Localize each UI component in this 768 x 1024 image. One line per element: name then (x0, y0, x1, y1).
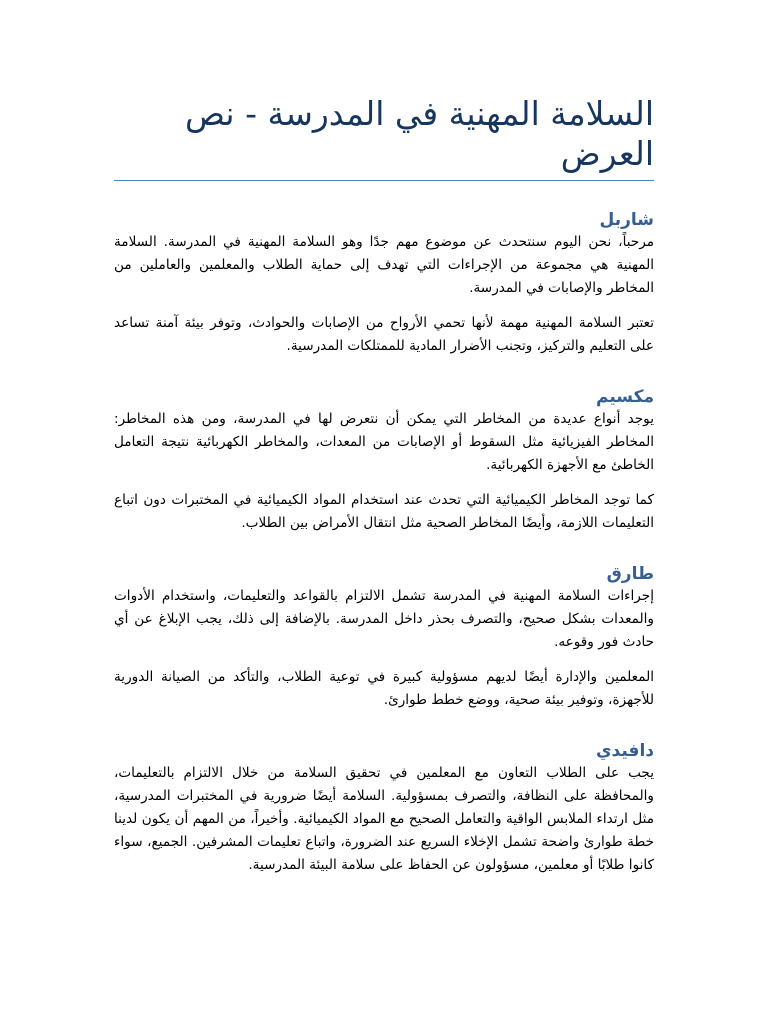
document-title: السلامة المهنية في المدرسة - نص العرض (114, 94, 654, 181)
speaker-heading: مكسيم (596, 387, 654, 407)
speaker-heading: طارق (606, 564, 654, 584)
speaker-section-davide (114, 740, 654, 877)
paragraph: مرحباً، نحن اليوم سنتحدث عن موضوع مهم جدًا وهو السلامة المهنية في المدرسة. السلامة المهنية هي مجموعة من الإجراءات التي تهدف إلى حماية الطلاب والمعلمين والعاملين من المخاطر والإصابات في المدرسة. (114, 234, 654, 296)
speaker-heading: شاربل (599, 210, 654, 230)
paragraph: يجب على الطلاب التعاون مع المعلمين في تحقيق السلامة من خلال الالتزام بالتعليمات، والمحافظة على النظافة، والتصرف بمسؤولية. السلامة أيضًا ضرورية في المختبرات المدرسية، مثل ارتداء الملابس الواقية والتعامل الصحيح مع المواد الكيميائية. وأخيراً، من المهم أن يكون لدينا خطة طوارئ واضحة تشمل الإخلاء السريع عند الضرورة، واتباع تعليمات المشرفين. الجميع، سواء كانوا طلابًا أو معلمين، مسؤولون عن الحفاظ على سلامة البيئة المدرسية. (114, 765, 654, 873)
speaker-section-maxim (114, 386, 654, 535)
paragraph: المعلمين والإدارة أيضًا لديهم مسؤولية كبيرة في توعية الطلاب، والتأكد من الصيانة الدورية للأجهزة، وتوفير بيئة صحية، ووضع خطط طوارئ. (114, 669, 654, 708)
paragraph: كما توجد المخاطر الكيميائية التي تحدث عند استخدام المواد الكيميائية في المختبرات دون اتباع التعليمات اللازمة، وأيضًا المخاطر الصحية مثل انتقال الأمراض بين الطلاب. (114, 492, 654, 531)
speaker-heading: دافيدي (595, 741, 654, 761)
document-page (114, 0, 654, 877)
paragraph: إجراءات السلامة المهنية في المدرسة تشمل الالتزام بالقواعد والتعليمات، واستخدام الأدوات والمعدات بشكل صحيح، والتصرف بحذر داخل المدرسة. بالإضافة إلى ذلك، يجب الإبلاغ عن أي حادث فور وقوعه. (114, 588, 654, 650)
speaker-section-tariq (114, 563, 654, 712)
paragraph: يوجد أنواع عديدة من المخاطر التي يمكن أن نتعرض لها في المدرسة، ومن هذه المخاطر: المخاطر الفيزيائية مثل السقوط أو الإصابات من المعدات، والمخاطر الكهربائية نتيجة التعامل الخاطئ مع الأجهزة الكهربائية. (114, 411, 654, 473)
paragraph: تعتبر السلامة المهنية مهمة لأنها تحمي الأرواح من الإصابات والحوادث، وتوفر بيئة آمنة تساعد على التعليم والتركيز، وتجنب الأضرار المادية للممتلكات المدرسية. (114, 315, 654, 354)
speaker-section-sharbel (114, 209, 654, 358)
